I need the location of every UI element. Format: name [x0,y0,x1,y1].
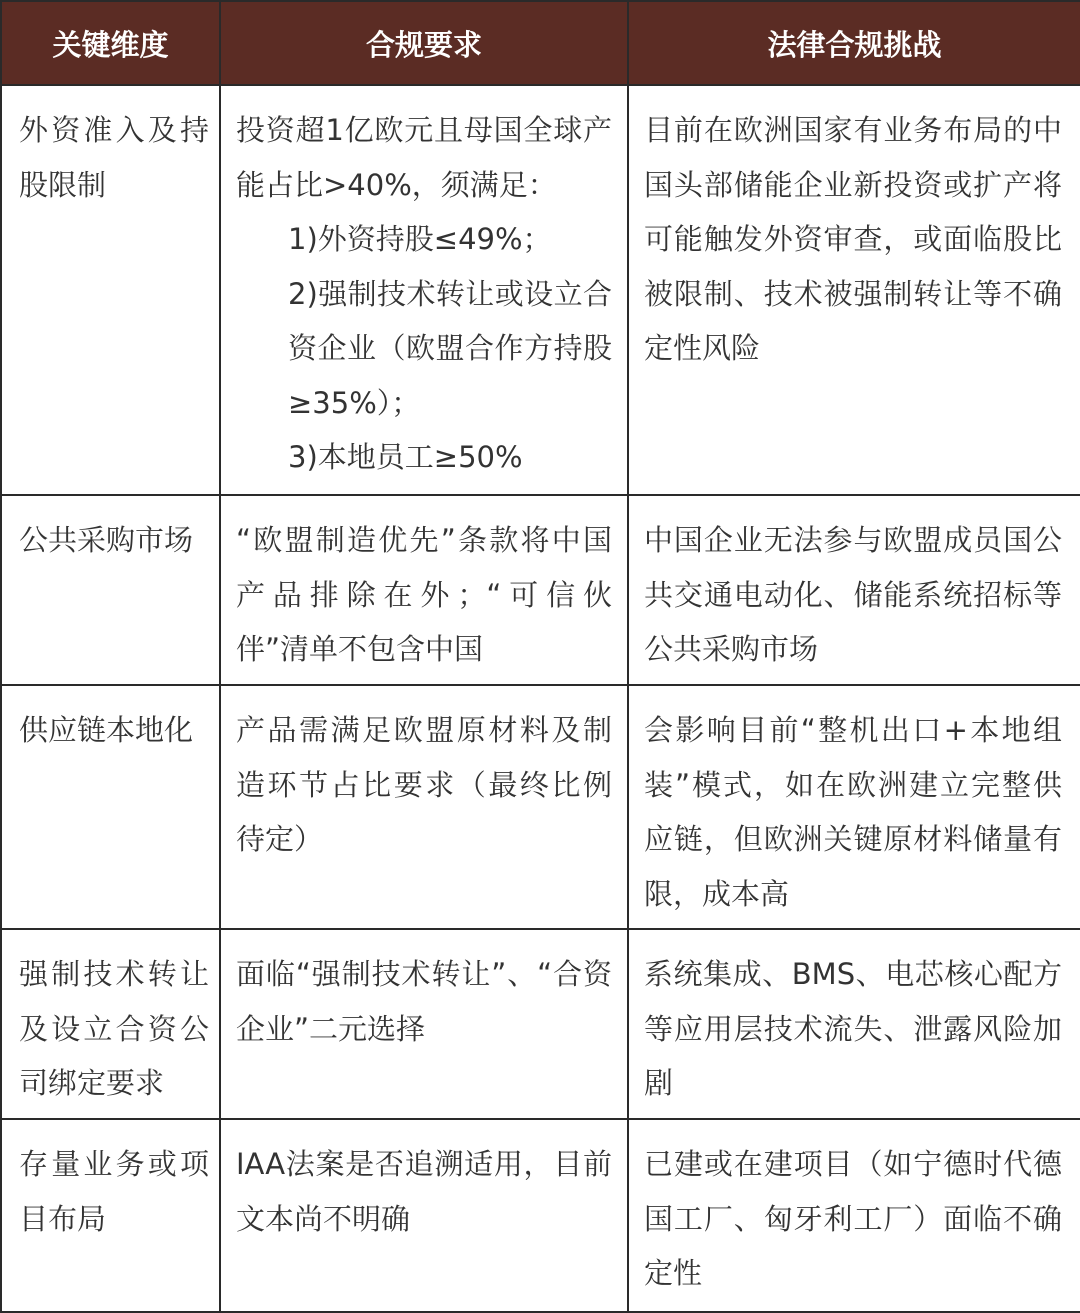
requirement-intro: 投资超1亿欧元且母国全球产能占比>40%，须满足： [236,113,612,202]
requirement-cell: “欧盟制造优先”条款将中国产品排除在外；“可信伙伴”清单不包含中国 [220,495,628,685]
table-row [1,1119,1080,1312]
table-row [1,685,1080,929]
requirement-item: 3)本地员工≥50% [288,440,523,474]
table-row [1,85,1080,495]
requirement-cell: IAA法案是否追溯适用，目前文本尚不明确 [220,1119,628,1312]
header-challenge: 法律合规挑战 [628,1,1080,85]
dimension-cell: 存量业务或项目布局 [1,1119,220,1312]
table-body [1,85,1080,1312]
challenge-cell: 系统集成、BMS、电芯核心配方等应用层技术流失、泄露风险加剧 [628,929,1080,1119]
table-header [1,1,1080,85]
requirement-item: 2)强制技术转让或设立合资企业（欧盟合作方持股≥35%）； [288,276,612,420]
header-row [1,1,1080,85]
table-row [1,929,1080,1119]
table-row [1,495,1080,685]
header-dimension: 关键维度 [1,1,220,85]
challenge-cell: 会影响目前“整机出口+本地组装”模式，如在欧洲建立完整供应链，但欧洲关键原材料储量有限，成本高 [628,685,1080,929]
dimension-cell: 供应链本地化 [1,685,220,929]
challenge-cell: 已建或在建项目（如宁德时代德国工厂、匈牙利工厂）面临不确定性 [628,1119,1080,1312]
requirement-item: 1)外资持股≤49%； [288,222,552,256]
challenge-cell: 目前在欧洲国家有业务布局的中国头部储能企业新投资或扩产将可能触发外资审查，或面临股比被限制、技术被强制转让等不确定性风险 [628,85,1080,495]
header-requirement: 合规要求 [220,1,628,85]
challenge-cell: 中国企业无法参与欧盟成员国公共交通电动化、储能系统招标等公共采购市场 [628,495,1080,685]
dimension-cell: 公共采购市场 [1,495,220,685]
requirement-cell: 面临“强制技术转让”、“合资企业”二元选择 [220,929,628,1119]
requirement-cell [220,85,628,495]
dimension-cell: 外资准入及持股限制 [1,85,220,495]
requirement-cell: 产品需满足欧盟原材料及制造环节占比要求（最终比例待定） [220,685,628,929]
dimension-cell: 强制技术转让及设立合资公司绑定要求 [1,929,220,1119]
